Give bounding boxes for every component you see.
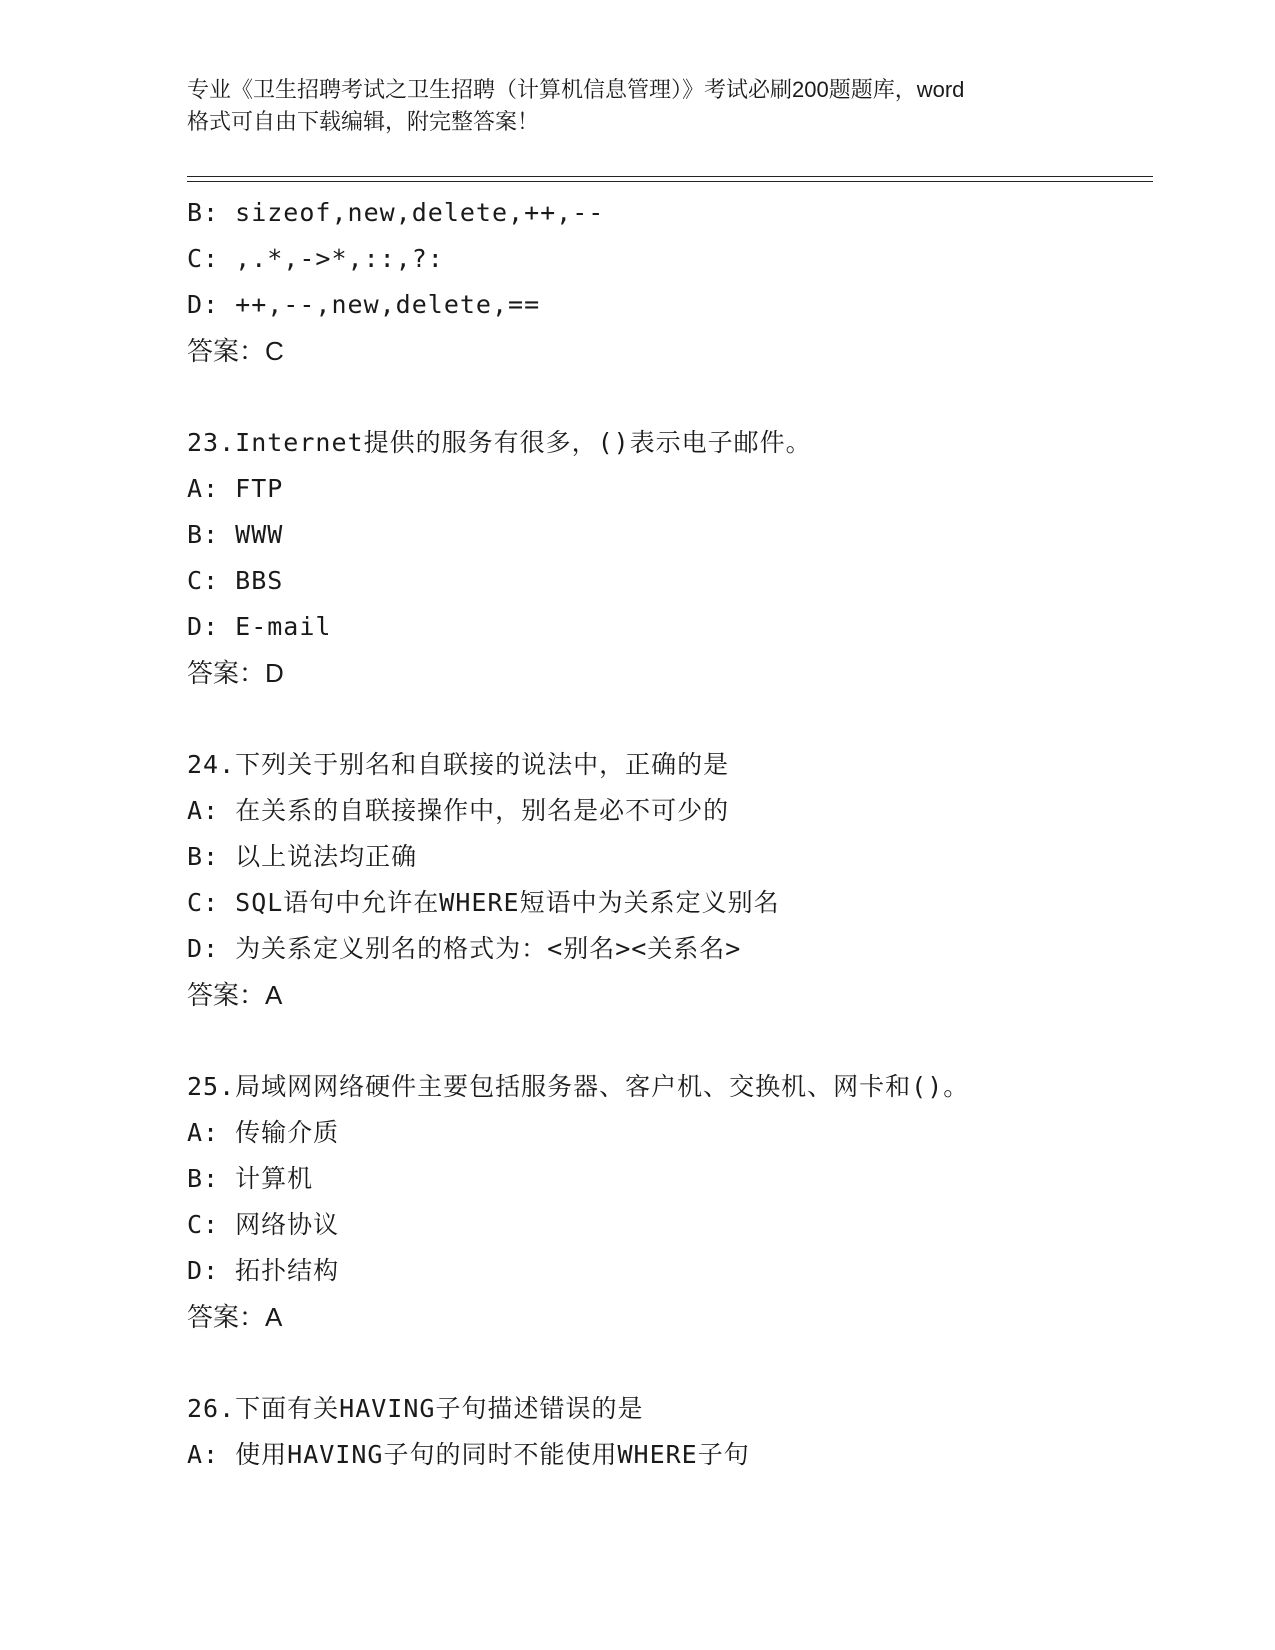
question-22-continuation — [187, 190, 1153, 374]
question-list — [187, 190, 1153, 1478]
option-d: D: E-mail — [187, 612, 332, 641]
option-b: B: 以上说法均正确 — [187, 842, 418, 871]
option-d: D: 为关系定义别名的格式为：<别名><关系名> — [187, 934, 742, 963]
header-divider-top — [187, 176, 1153, 177]
option-c: C: ,.*,->*,::,?: — [187, 244, 444, 273]
spacer — [187, 696, 1153, 742]
question-stem: 26.下面有关HAVING子句描述错误的是 — [187, 1394, 644, 1423]
document-header — [187, 74, 1087, 138]
question-stem: 24.下列关于别名和自联接的说法中，正确的是 — [187, 750, 730, 779]
header-divider-bottom — [187, 181, 1153, 182]
question-26 — [187, 1386, 1153, 1478]
option-b: B: sizeof,new,delete,++,-- — [187, 198, 605, 227]
spacer — [187, 1340, 1153, 1386]
option-a: A: 使用HAVING子句的同时不能使用WHERE子句 — [187, 1440, 750, 1469]
option-a: A: 在关系的自联接操作中，别名是必不可少的 — [187, 796, 730, 825]
option-c: C: BBS — [187, 566, 284, 595]
option-b: B: 计算机 — [187, 1164, 314, 1193]
option-a: A: FTP — [187, 474, 284, 503]
option-b: B: WWW — [187, 520, 284, 549]
option-c: C: SQL语句中允许在WHERE短语中为关系定义别名 — [187, 888, 780, 917]
question-stem: 23.Internet提供的服务有很多，()表示电子邮件。 — [187, 428, 812, 457]
question-stem: 25.局域网网络硬件主要包括服务器、客户机、交换机、网卡和()。 — [187, 1072, 970, 1101]
answer-label: 答案：A — [187, 1302, 283, 1332]
answer-label: 答案：D — [187, 658, 284, 688]
question-24 — [187, 742, 1153, 1018]
question-23 — [187, 420, 1153, 696]
spacer — [187, 1018, 1153, 1064]
option-d: D: ++,--,new,delete,== — [187, 290, 541, 319]
spacer — [187, 374, 1153, 420]
option-c: C: 网络协议 — [187, 1210, 340, 1239]
option-d: D: 拓扑结构 — [187, 1256, 340, 1285]
answer-label: 答案：A — [187, 980, 283, 1010]
question-25 — [187, 1064, 1153, 1340]
option-a: A: 传输介质 — [187, 1118, 340, 1147]
answer-label: 答案：C — [187, 336, 284, 366]
header-line-1: 专业《卫生招聘考试之卫生招聘（计算机信息管理）》考试必刷200题题库，word — [187, 77, 965, 102]
header-line-2: 格式可自由下载编辑，附完整答案！ — [187, 109, 540, 134]
